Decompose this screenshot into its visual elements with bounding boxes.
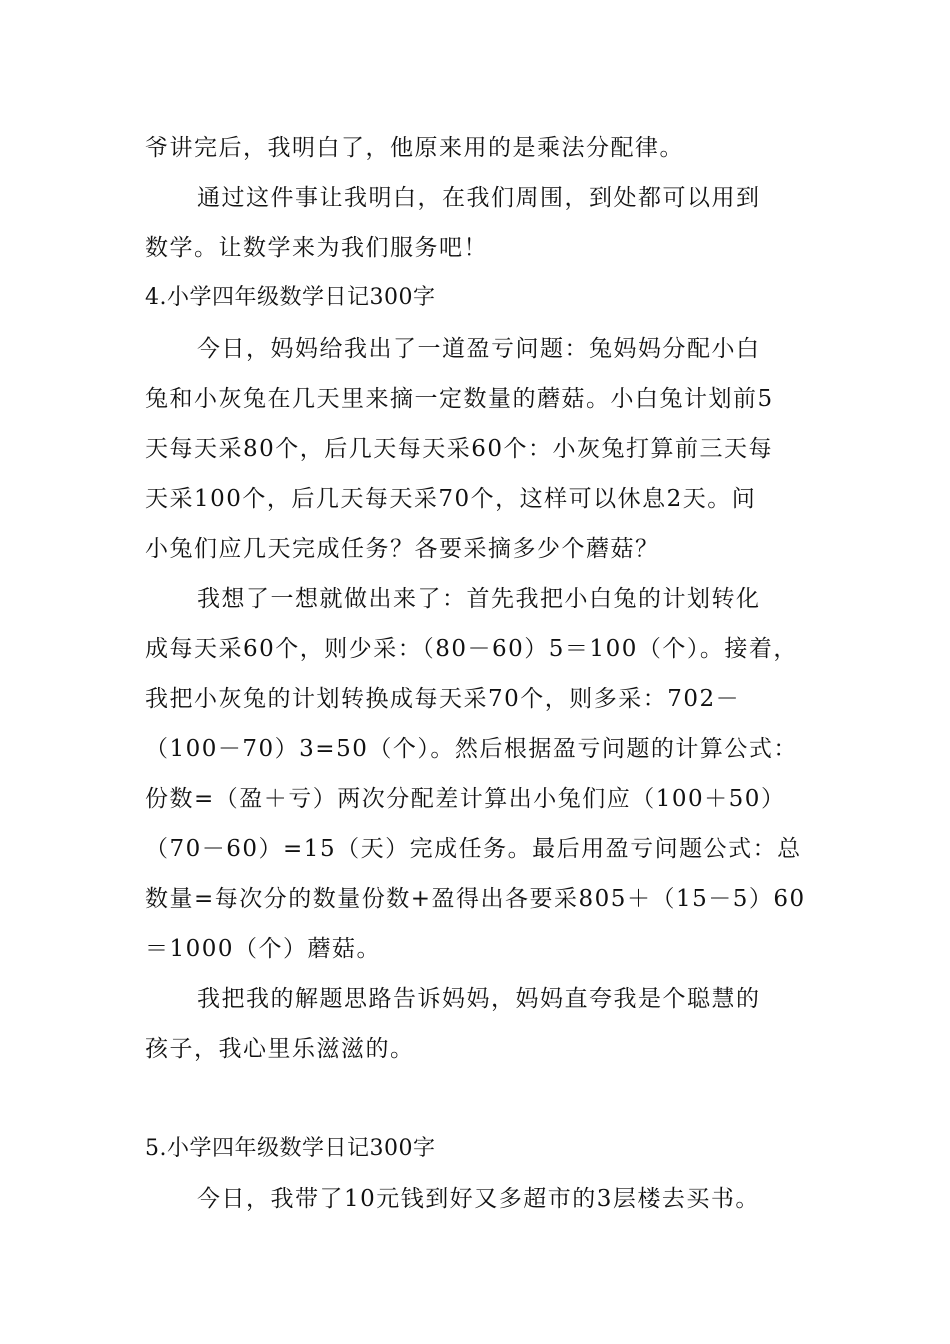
- paragraph-line: （70－60）=15（天）完成任务。最后用盈亏问题公式：总: [145, 836, 802, 862]
- paragraph-line: 爷讲完后，我明白了，他原来用的是乘法分配律。: [145, 135, 684, 161]
- paragraph-line: 今日，妈妈给我出了一道盈亏问题：兔妈妈分配小白: [197, 336, 761, 362]
- paragraph-line: 今日，我带了10元钱到好又多超市的3层楼去买书。: [197, 1186, 760, 1212]
- paragraph-line: 我把我的解题思路告诉妈妈，妈妈直夸我是个聪慧的: [197, 986, 761, 1012]
- paragraph-line: 通过这件事让我明白，在我们周围，到处都可以用到: [197, 185, 761, 211]
- paragraph-line: 孩子，我心里乐滋滋的。: [145, 1036, 415, 1062]
- paragraph-line: 数学。让数学来为我们服务吧！: [145, 235, 488, 261]
- paragraph-line: 数量=每次分的数量份数+盈得出各要采805＋（15－5）60: [145, 886, 806, 912]
- paragraph-line: 份数=（盈＋亏）两次分配差计算出小兔们应（100＋50）: [145, 786, 786, 812]
- paragraph-line: 我把小灰兔的计划转换成每天采70个，则多采：702－: [145, 686, 741, 712]
- paragraph-line: （100－70）3=50（个）。然后根据盈亏问题的计算公式：: [145, 736, 798, 762]
- section-heading: 4.小学四年级数学日记300字: [145, 285, 436, 310]
- section-heading: 5.小学四年级数学日记300字: [145, 1136, 436, 1161]
- paragraph-line: 我想了一想就做出来了：首先我把小白兔的计划转化: [197, 586, 761, 612]
- paragraph-line: 小兔们应几天完成任务？各要采摘多少个蘑菇？: [145, 536, 660, 562]
- paragraph-line: 成每天采60个，则少采：（80－60）5＝100（个）。接着，: [145, 636, 798, 662]
- paragraph-line: 天每天采80个，后几天每天采60个：小灰兔打算前三天每: [145, 436, 774, 462]
- paragraph-line: 天采100个，后几天每天采70个，这样可以休息2天。问: [145, 486, 757, 512]
- paragraph-line: ＝1000（个）蘑菇。: [145, 936, 382, 962]
- paragraph-line: 兔和小灰兔在几天里来摘一定数量的蘑菇。小白兔计划前5: [145, 386, 774, 412]
